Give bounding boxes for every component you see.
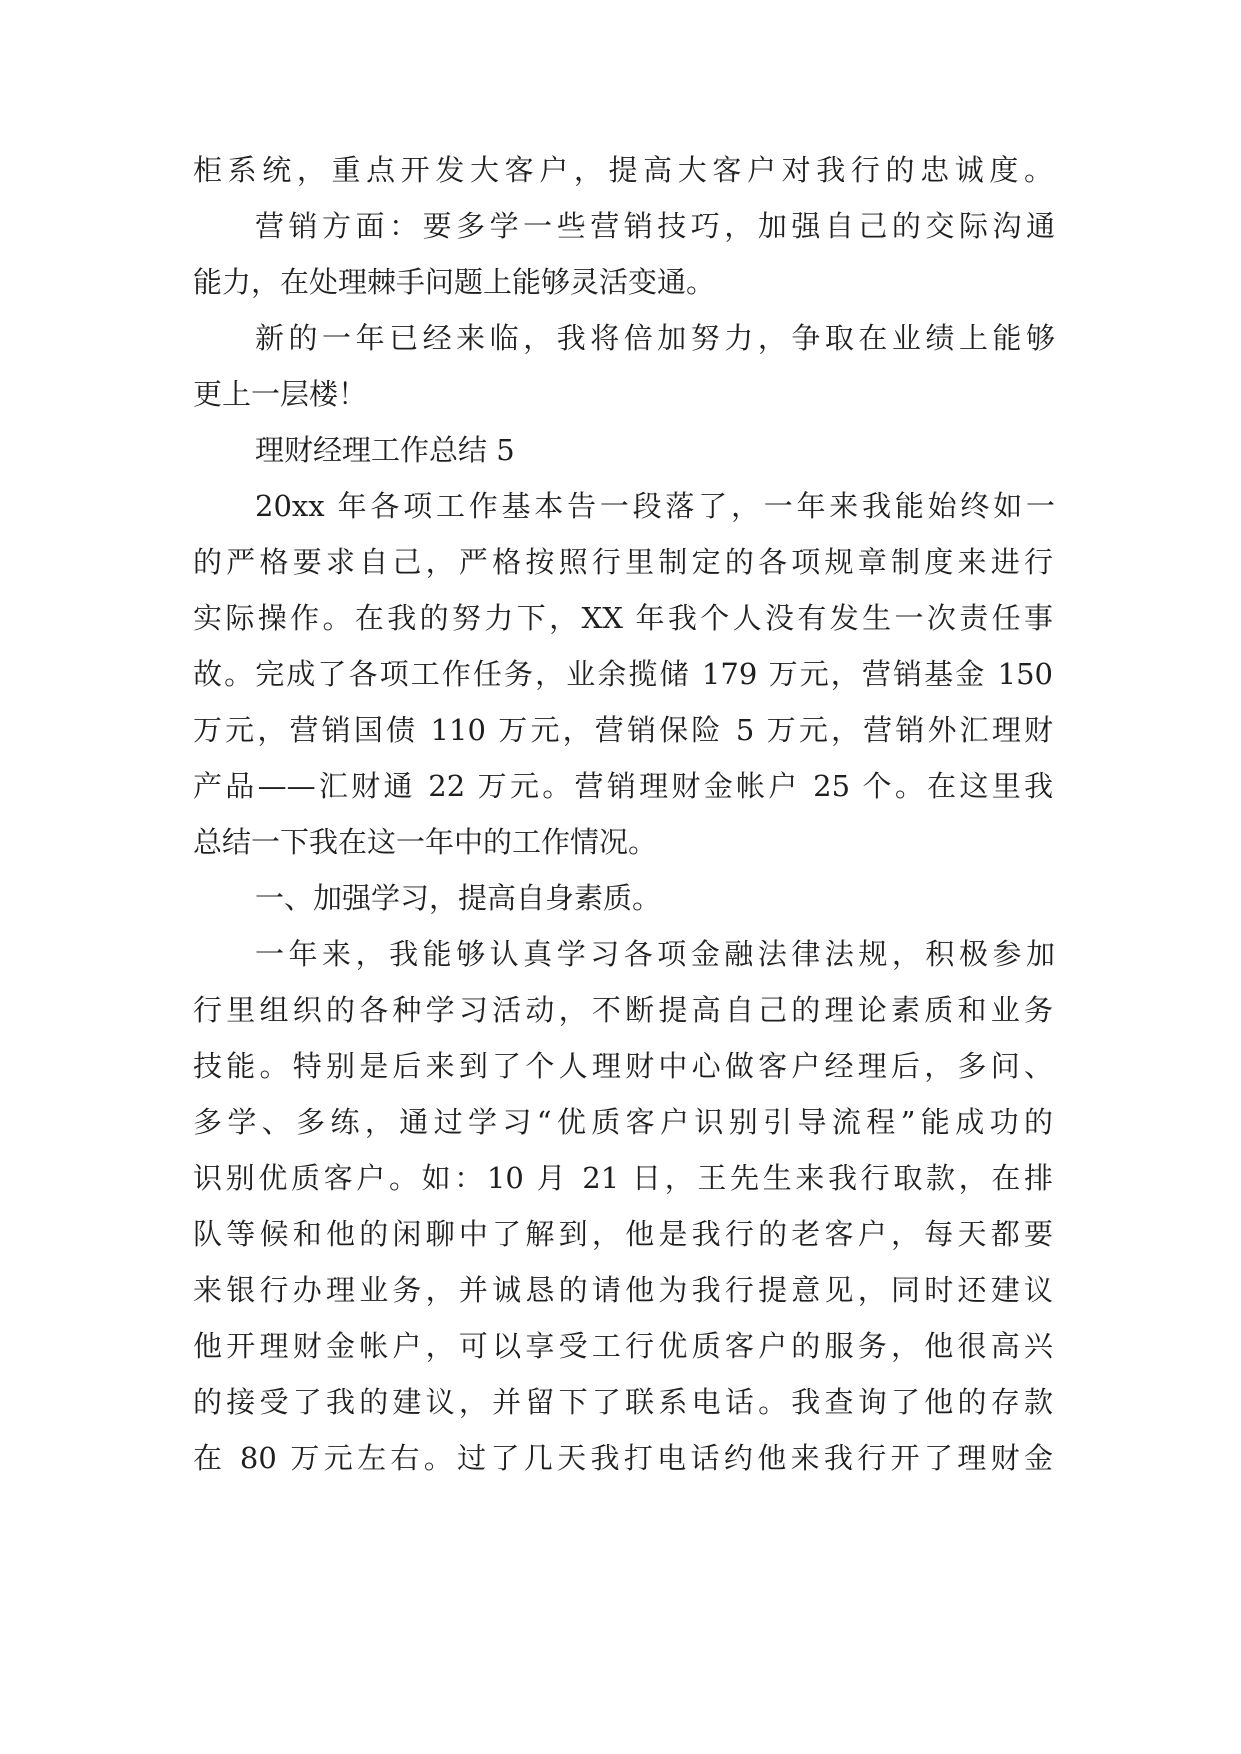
text-line: 万元，营销国债 110 万元，营销保险 5 万元，营销外汇理财 — [193, 713, 1053, 747]
text-line: 的接受了我的建议，并留下了联系电话。我查询了他的存款 — [193, 1385, 1053, 1419]
text-line: 识别优质客户。如：10 月 21 日，王先生来我行取款，在排 — [193, 1161, 1053, 1195]
text-line: 故。完成了各项工作任务，业余揽储 179 万元，营销基金 150 — [193, 657, 1053, 691]
text-line: 柜系统，重点开发大客户，提高大客户对我行的忠诚度。 — [193, 153, 1053, 187]
text-line: 在 80 万元左右。过了几天我打电话约他来我行开了理财金 — [193, 1441, 1053, 1475]
text-line: 他开理财金帐户，可以享受工行优质客户的服务，他很高兴 — [193, 1329, 1053, 1363]
text-line: 更上一层楼！ — [193, 377, 368, 411]
text-line: 队等候和他的闲聊中了解到，他是我行的老客户，每天都要 — [193, 1217, 1053, 1251]
text-line: 的严格要求自己，严格按照行里制定的各项规章制度来进行 — [193, 545, 1053, 579]
text-line: 产品——汇财通 22 万元。营销理财金帐户 25 个。在这里我 — [193, 769, 1053, 803]
text-line: 技能。特别是后来到了个人理财中心做客户经理后，多问、 — [193, 1049, 1053, 1083]
text-line: 实际操作。在我的努力下，XX 年我个人没有发生一次责任事 — [193, 601, 1053, 635]
text-line: 总结一下我在这一年中的工作情况。 — [193, 825, 658, 859]
text-line: 多学、多练，通过学习“优质客户识别引导流程”能成功的 — [193, 1105, 1053, 1139]
text-line: 新的一年已经来临，我将倍加努力，争取在业绩上能够 — [255, 321, 1055, 355]
text-line: 20xx 年各项工作基本告一段落了，一年来我能始终如一 — [255, 489, 1055, 523]
text-line: 能力，在处理棘手问题上能够灵活变通。 — [193, 265, 716, 299]
text-line: 来银行办理业务，并诚恳的请他为我行提意见，同时还建议 — [193, 1273, 1053, 1307]
text-line: 营销方面：要多学一些营销技巧，加强自己的交际沟通 — [255, 209, 1055, 243]
text-line: 一年来，我能够认真学习各项金融法律法规，积极参加 — [255, 937, 1055, 971]
section-heading: 理财经理工作总结 5 — [255, 433, 515, 467]
text-line: 行里组织的各种学习活动，不断提高自己的理论素质和业务 — [193, 993, 1053, 1027]
section-heading: 一、加强学习，提高自身素质。 — [255, 881, 662, 915]
